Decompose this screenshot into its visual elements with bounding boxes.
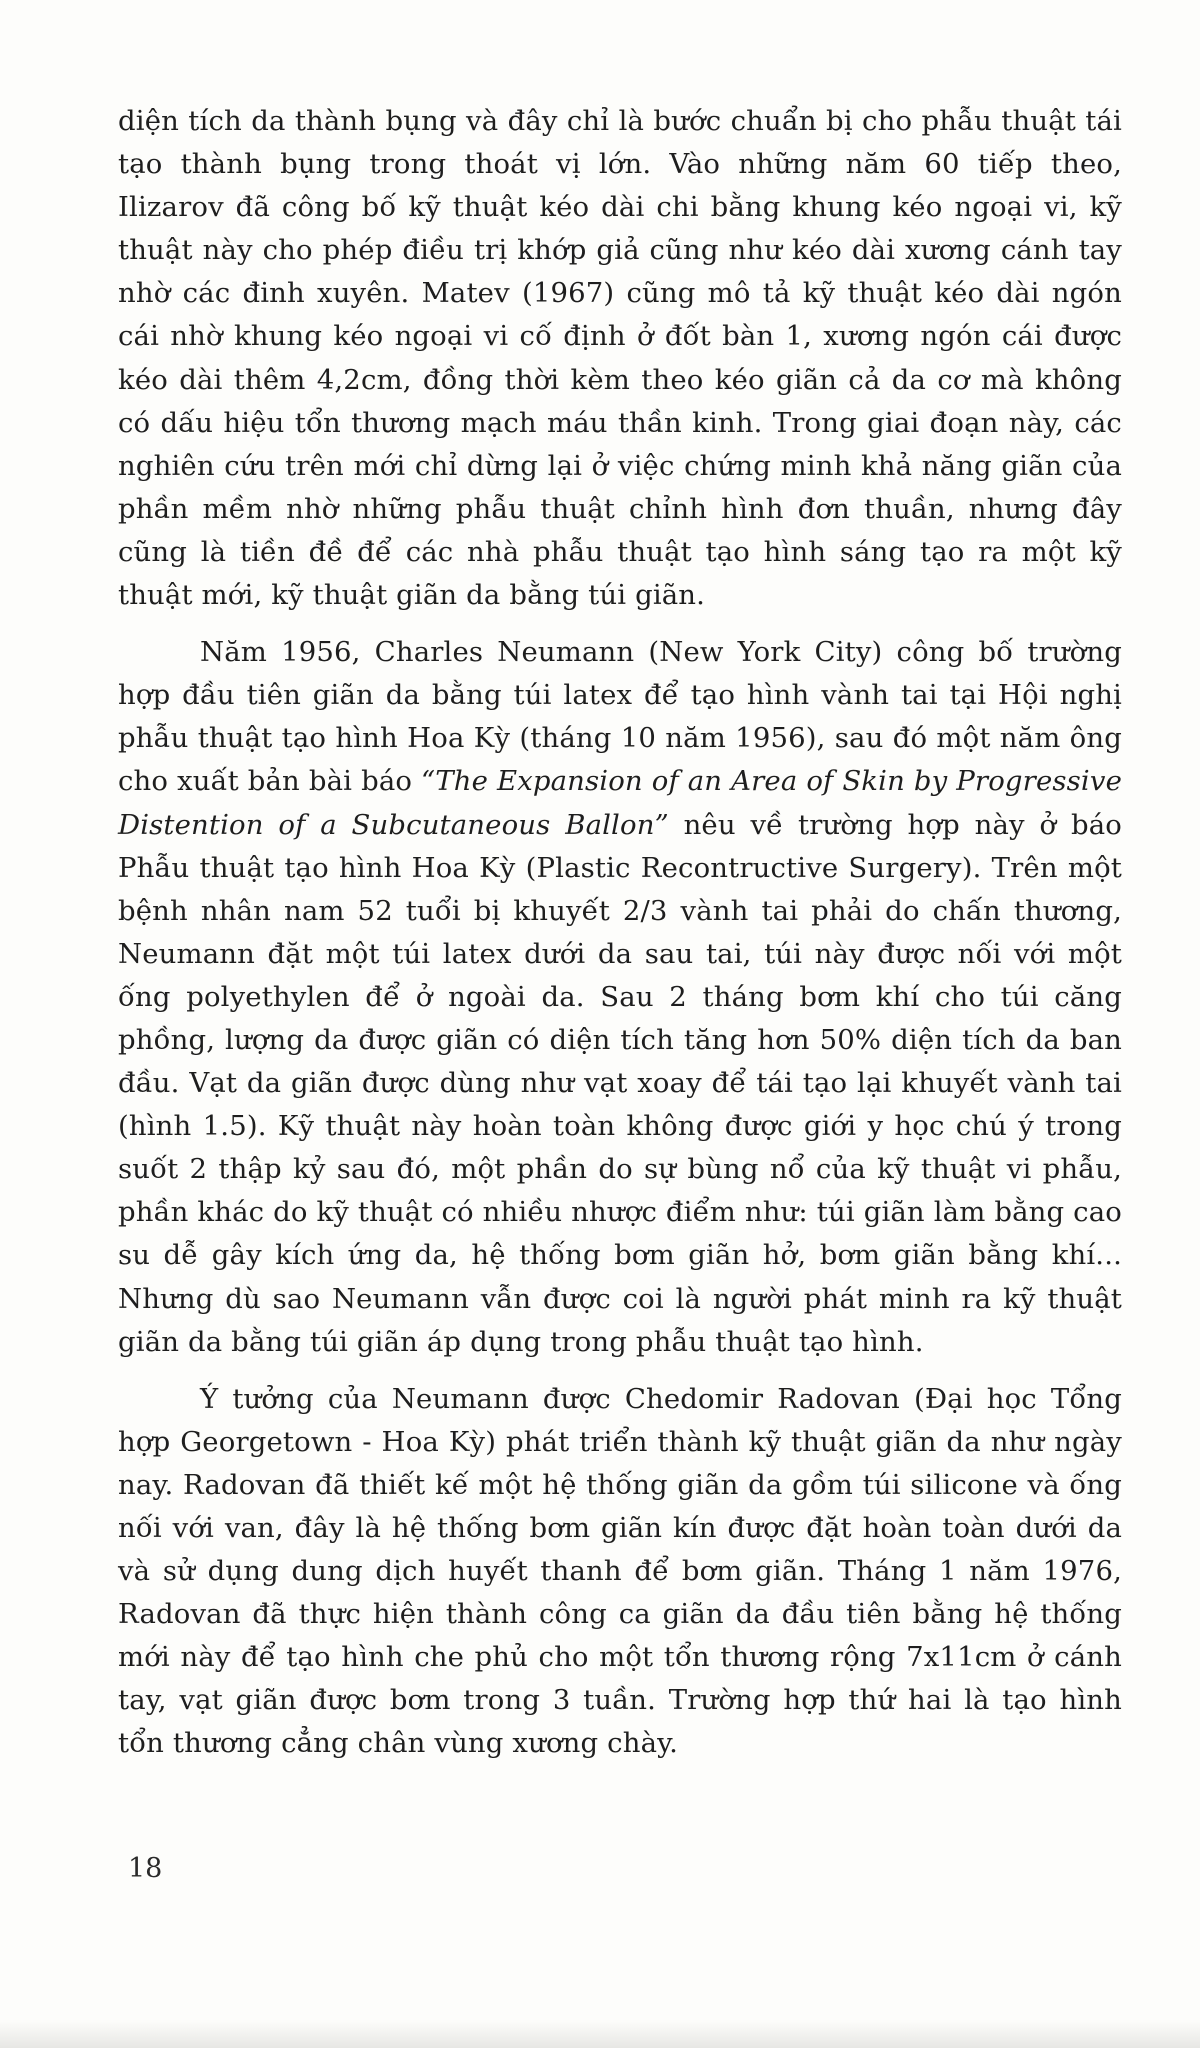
body-text — [118, 100, 1122, 1766]
page-bottom-edge — [0, 2020, 1200, 2048]
page-number: 18 — [128, 1853, 163, 1884]
paragraph-3: Ý tưởng của Neumann được Chedomir Radovan (Đại học Tổng hợp Georgetown - Hoa Kỳ) phát triển thành kỹ thuật giãn da như ngày nay. Radovan đã thiết kế một hệ thống giãn da gồm túi silicone và ống nối với van, đây là hệ thống bơm giãn kín được đặt hoàn toàn dưới da và sử dụng dung dịch huyết thanh để bơm giãn. Tháng 1 năm 1976, Radovan đã thực hiện thành công ca giãn da đầu tiên bằng hệ thống mới này để tạo hình che phủ cho một tổn thương rộng 7x11cm ở cánh tay, vạt giãn được bơm trong 3 tuần. Trường hợp thứ hai là tạo hình tổn thương cẳng chân vùng xương chày. — [118, 1382, 1122, 1760]
paragraph-2-before-title: Năm 1956, Charles Neumann (New York City) công bố trường hợp đầu tiên giãn da bằng túi latex để tạo hình vành tai tại Hội nghị phẫu thuật tạo hình Hoa Kỳ (tháng 10 năm 1956), sau đó một năm ông cho xuất bản bài báo — [118, 636, 1122, 798]
paragraph-1: diện tích da thành bụng và đây chỉ là bước chuẩn bị cho phẫu thuật tái tạo thành bụng trong thoát vị lớn. Vào những năm 60 tiếp theo, Ilizarov đã công bố kỹ thuật kéo dài chi bằng khung kéo ngoại vi, kỹ thuật này cho phép điều trị khớp giả cũng như kéo dài xương cánh tay nhờ các đinh xuyên. Matev (1967) cũng mô tả kỹ thuật kéo dài ngón cái nhờ khung kéo ngoại vi cố định ở đốt bàn 1, xương ngón cái được kéo dài thêm 4,2cm, đồng thời kèm theo kéo giãn cả da cơ mà không có dấu hiệu tổn thương mạch máu thần kinh. Trong giai đoạn này, các nghiên cứu trên mới chỉ dừng lại ở việc chứng minh khả năng giãn của phần mềm nhờ những phẫu thuật chỉnh hình đơn thuần, nhưng đây cũng là tiền đề để các nhà phẫu thuật tạo hình sáng tạo ra một kỹ thuật mới, kỹ thuật giãn da bằng túi giãn. — [118, 105, 1122, 612]
article-title: “The Expansion of an Area of Skin by Progressive Distention of a Subcutaneous Ballon” — [118, 765, 1122, 841]
paragraph-2-after-title: nêu về trường hợp này ở báo Phẫu thuật tạo hình Hoa Kỳ (Plastic Recontructive Surgery). Trên một bệnh nhân nam 52 tuổi bị khuyết 2/3 vành tai phải do chấn thương, Neumann đặt một túi latex dưới da sau tai, túi này được nối với một ống polyethylen để ở ngoài da. Sau 2 tháng bơm khí cho túi căng phồng, lượng da được giãn có diện tích tăng hơn 50% diện tích da ban đầu. Vạt da giãn được dùng như vạt xoay để tái tạo lại khuyết vành tai (hình 1.5). Kỹ thuật này hoàn toàn không được giới y học chú ý trong suốt 2 thập kỷ sau đó, một phần do sự bùng nổ của kỹ thuật vi phẫu, phần khác do kỹ thuật có nhiều nhược điểm như: túi giãn làm bằng cao su dễ gây kích ứng da, hệ thống bơm giãn hở, bơm giãn bằng khí... Nhưng dù sao Neumann vẫn được coi là người phát minh ra kỹ thuật giãn da bằng túi giãn áp dụng trong phẫu thuật tạo hình. — [118, 808, 1122, 1358]
paragraph-2 — [118, 631, 1122, 1364]
